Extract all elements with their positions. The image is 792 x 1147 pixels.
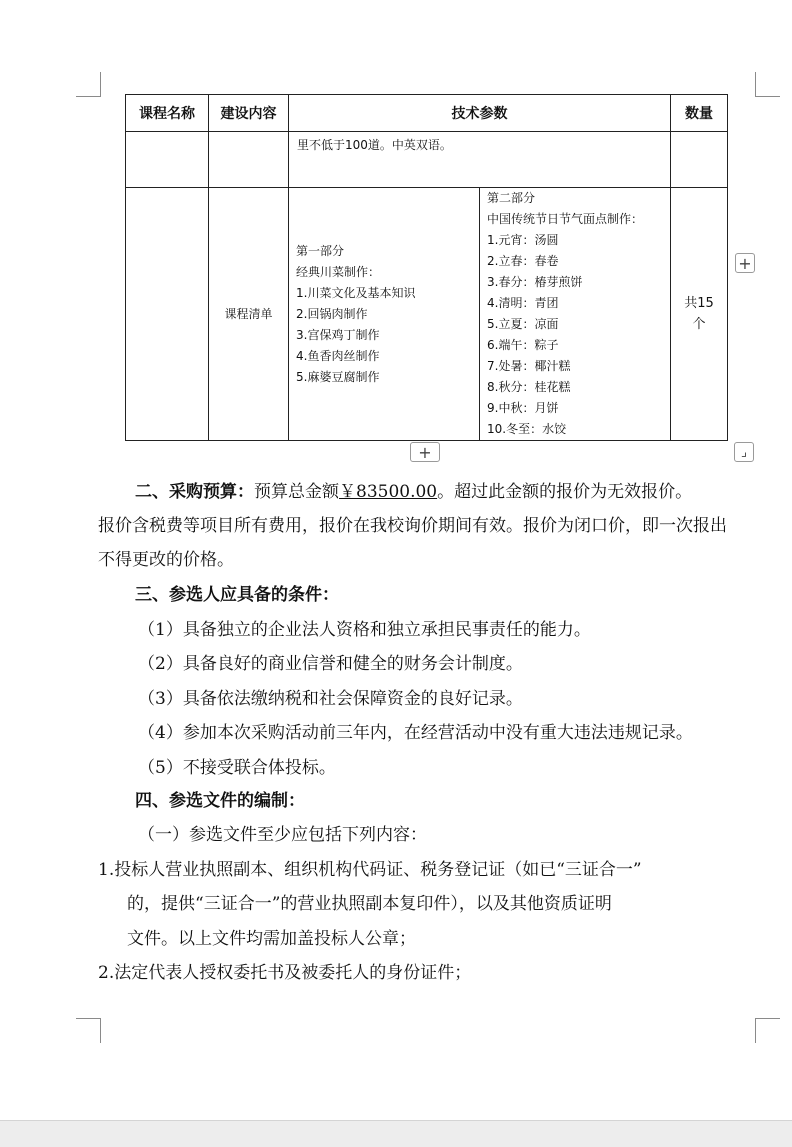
condition-item: （5）不接受联合体投标。 <box>138 758 336 778</box>
list-item: 4.清明：青团 <box>487 296 559 310</box>
condition-item: （4）参加本次采购活动前三年内，在经营活动中没有重大违法违规记录。 <box>138 723 693 743</box>
list-item: 8.秋分：桂花糕 <box>487 380 571 394</box>
table-cell <box>209 132 289 188</box>
part1-cell <box>289 188 480 441</box>
list-item: 3.宫保鸡丁制作 <box>296 327 380 342</box>
list-item: 经典川菜制作： <box>296 264 381 279</box>
condition-item: （2）具备良好的商业信誉和健全的财务会计制度。 <box>138 654 523 674</box>
list-item: 第二部分 <box>487 191 536 205</box>
list-item: 9.中秋：月饼 <box>487 401 559 415</box>
table-cell <box>671 132 728 188</box>
budget-line-3: 不得更改的价格。 <box>98 550 234 570</box>
add-column-button[interactable]: + <box>735 253 755 273</box>
budget-line-2: 报价含税费等项目所有费用，报价在我校询价期间有效。报价为闭口价，即一次报出 <box>98 516 727 536</box>
list-item: 2.回锅肉制作 <box>296 306 368 321</box>
header-course-name: 课程名称 <box>126 95 209 132</box>
list-item: 5.麻婆豆腐制作 <box>296 369 380 384</box>
list-item: 1.川菜文化及基本知识 <box>296 285 416 300</box>
docs-title: 四、参选文件的编制： <box>135 791 305 811</box>
crop-mark-bottom-left <box>76 1018 101 1043</box>
docs-item-1-line-2: 的，提供“三证合一”的营业执照副本复印件），以及其他资质证明 <box>127 894 612 914</box>
budget-pre-text: 预算总金额 <box>254 482 339 502</box>
list-item: 中国传统节日节气面点制作： <box>487 212 644 226</box>
list-item: 5.立夏：凉面 <box>487 317 559 331</box>
crop-mark-top-right <box>755 72 780 97</box>
condition-item: （3）具备依法缴纳税和社会保障资金的良好记录。 <box>138 689 523 709</box>
budget-amount: ￥83500.00 <box>339 482 438 502</box>
header-quantity: 数量 <box>671 95 728 132</box>
resize-table-icon[interactable]: ⌟ <box>734 442 754 462</box>
condition-item: （1）具备独立的企业法人资格和独立承担民事责任的能力。 <box>138 620 591 640</box>
list-item: 7.处暑：椰汁糕 <box>487 359 571 373</box>
tech-cell-continued: 里不低于100道。中英双语。 <box>289 132 671 188</box>
table-row <box>126 188 728 441</box>
budget-paragraph <box>135 480 692 504</box>
course-list-label: 课程清单 <box>209 188 289 441</box>
list-item: 4.鱼香肉丝制作 <box>296 348 380 363</box>
docs-subtitle: （一）参选文件至少应包括下列内容： <box>138 825 427 845</box>
part2-cell <box>480 188 671 441</box>
header-content: 建设内容 <box>209 95 289 132</box>
quantity-unit: 个 <box>692 317 706 332</box>
quantity-value: 共15 <box>684 296 714 311</box>
conditions-title: 三、参选人应具备的条件： <box>135 585 339 605</box>
crop-mark-top-left <box>76 72 101 97</box>
list-item: 10.冬至：水饺 <box>487 422 567 436</box>
list-item: 2.立春：春卷 <box>487 254 559 268</box>
crop-mark-bottom-right <box>755 1018 780 1043</box>
budget-post-text: 。超过此金额的报价为无效报价。 <box>437 482 693 502</box>
quantity-cell <box>671 188 728 441</box>
list-item: 1.元宵：汤圆 <box>487 233 559 247</box>
list-item: 3.春分：椿芽煎饼 <box>487 275 583 289</box>
table-cell <box>126 132 209 188</box>
table-header-row <box>126 95 728 132</box>
table-cell <box>126 188 209 441</box>
docs-item-1-line-1: 1.投标人营业执照副本、组织机构代码证、税务登记证（如已“三证合一” <box>98 860 642 880</box>
list-item: 第一部分 <box>296 243 345 258</box>
add-row-button[interactable]: + <box>410 442 440 462</box>
budget-title: 二、采购预算： <box>135 482 254 502</box>
course-table <box>125 94 728 441</box>
list-item: 6.端午：粽子 <box>487 338 559 352</box>
header-tech-params: 技术参数 <box>289 95 671 132</box>
docs-item-1-line-3: 文件。以上文件均需加盖投标人公章； <box>127 929 416 949</box>
docs-item-2: 2.法定代表人授权委托书及被委托人的身份证件； <box>98 963 472 983</box>
status-bar <box>0 1120 792 1147</box>
table-row <box>126 132 728 188</box>
